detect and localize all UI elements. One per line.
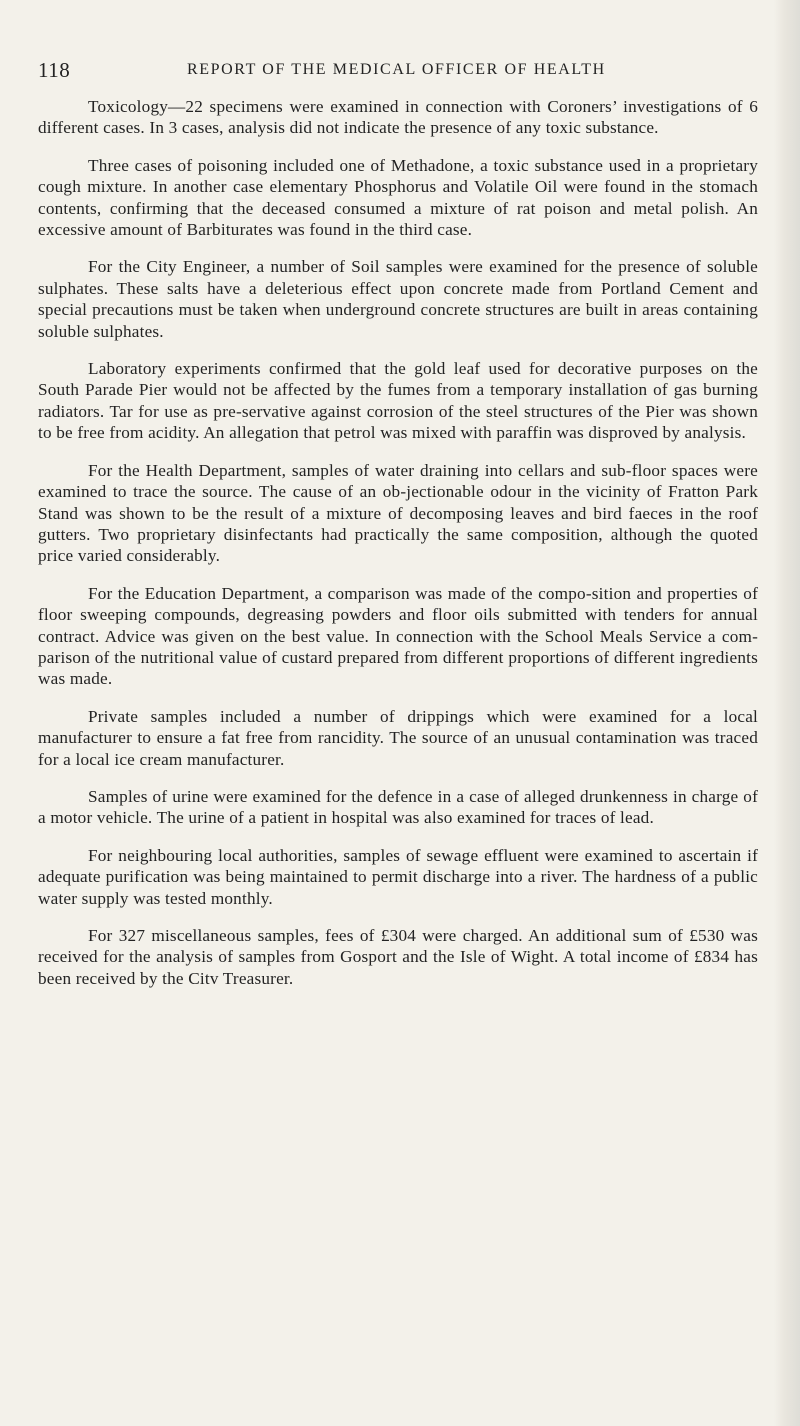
paragraph-city-engineer: For the City Engineer, a number of Soil samples were examined for the presence of soluble sulphates. These salts have a deleterious effect upon concrete made from Portland Cement and special precautions must be taken when underground concrete structures are built in areas containing soluble sulphates.	[38, 257, 758, 341]
paragraph-education-department: For the Education Department, a comparison was made of the compo-sition and properties of floor sweeping compounds, degreasing powders and floor oils submitted with tenders for annual contract. Advice was given on the best value. In connection with the School Meals Service a com-parison of the nutritional value of custard prepared from different proportions of different ingredients was made.	[38, 583, 758, 689]
paragraph-laboratory-experiments: Laboratory experiments confirmed that the gold leaf used for decorative purposes on the South Parade Pier would not be affected by the fumes from a temporary installation of gas burning radiators. Tar for use as pre-servative against corrosion of the steel structures of the Pier was shown to be free from acidity. An allegation that petrol was mixed with paraffin was disproved by analysis.	[38, 359, 758, 443]
body-text	[38, 96, 758, 1005]
paragraph-urine-samples: Samples of urine were examined for the defence in a case of alleged drunkenness in charge of a motor vehicle. The urine of a patient in hospital was also examined for traces of lead.	[38, 786, 758, 828]
page-number: 118	[38, 58, 71, 82]
page-edge-shadow	[774, 0, 800, 1426]
paragraph-neighbouring-authorities: For neighbouring local authorities, samples of sewage effluent were examined to ascertain if adequate purification was being maintained to permit discharge into a river. The hardness of a public water supply was tested monthly.	[38, 845, 758, 908]
paragraph-poisoning-cases: Three cases of poisoning included one of Methadone, a toxic substance used in a proprietary cough mixture. In another case elementary Phosphorus and Volatile Oil were found in the stomach contents, confirming that the deceased consumed a mixture of rat poison and metal polish. An excessive amount of Barbiturates was found in the third case.	[38, 155, 758, 240]
paragraph-private-samples: Private samples included a number of drippings which were examined for a local manufacturer to ensure a fat free from rancidity. The source of an unusual contamination was traced for a local ice cream manufacturer.	[38, 706, 758, 769]
paragraph-health-department: For the Health Department, samples of water draining into cellars and sub-floor spaces were examined to trace the source. The cause of an ob-jectionable odour in the vicinity of Fratton Park Stand was shown to be the result of a mixture of decomposing leaves and bird faeces in the roof gutters. Two proprietary disinfectants had practically the same composition, although the quoted price varied considerably.	[38, 460, 758, 566]
page-header	[38, 58, 738, 88]
running-head: REPORT OF THE MEDICAL OFFICER OF HEALTH	[187, 61, 606, 78]
paragraph-fees: For 327 miscellaneous samples, fees of £304 were charged. An additional sum of £530 was received for the analysis of samples from Gosport and the Isle of Wight. A total income of £834 has been received by the Citv Treasurer.	[38, 926, 758, 988]
paragraph-toxicology: Toxicology—22 specimens were examined in connection with Coroners’ investigations of 6 different cases. In 3 cases, analysis did not indicate the presence of any toxic substance.	[38, 97, 758, 138]
